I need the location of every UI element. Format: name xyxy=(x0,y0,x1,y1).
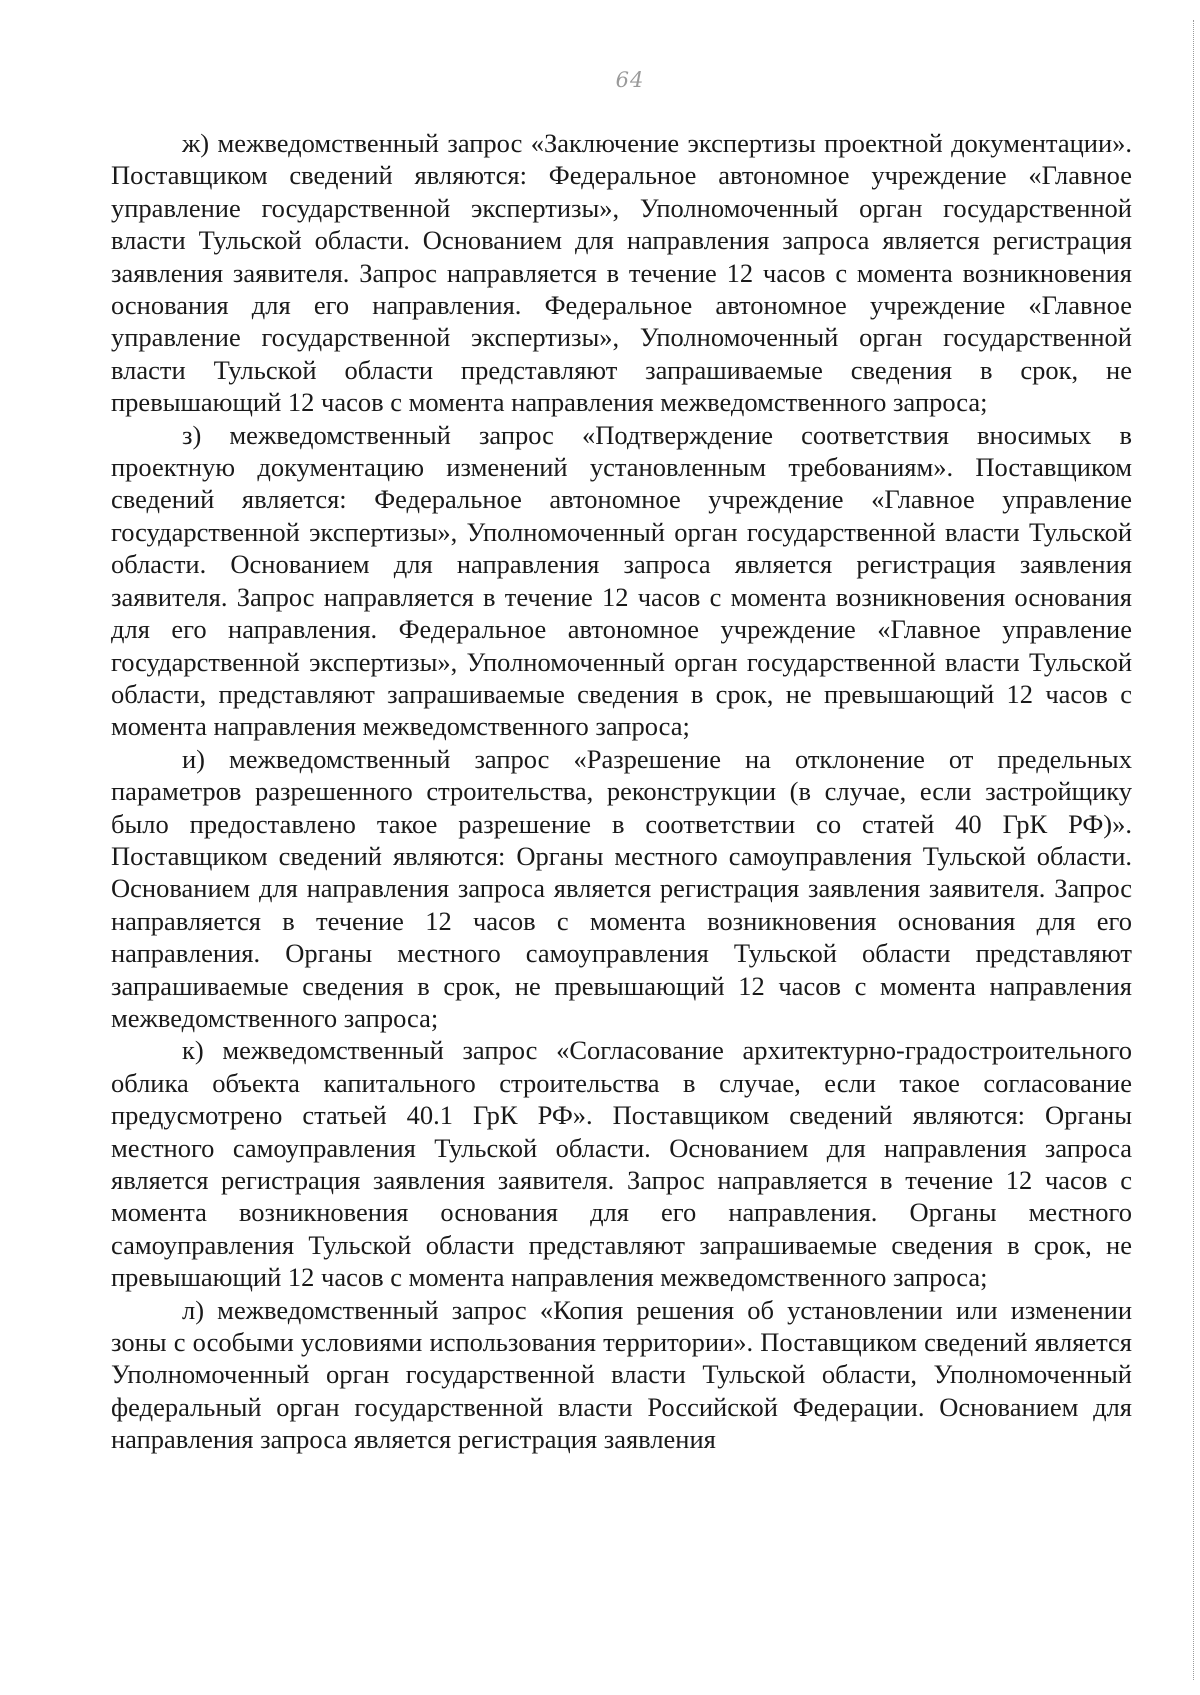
paragraph-zh: ж) межведомственный запрос «Заключение экспертизы проектной документации». Поставщиком сведений являются: Федеральное автономное учреждение «Главное управление государственной экспертизы», Уполномоченный орган государственной власти Тульской области. Основанием для направления запроса является регистрация заявления заявителя. Запрос направляется в течение 12 часов с момента возникновения основания для его направления. Федеральное автономное учреждение «Главное управление государственной экспертизы», Уполномоченный орган государственной власти Тульской области представляют запрашиваемые сведения в срок, не превышающий 12 часов с момента направления межведомственного запроса; xyxy=(111,128,1132,418)
scan-edge-line xyxy=(1193,20,1194,1680)
page-number: 64 xyxy=(615,68,645,92)
paragraph-l: л) межведомственный запрос «Копия решения об установлении или изменении зоны с особыми условиями использования территории». Поставщиком сведений является Уполномоченный орган государственной власти Тульской области, Уполномоченный федеральный орган государственной власти Российской Федерации. Основанием для направления запроса является регистрация заявления xyxy=(111,1294,1132,1455)
paragraph-i: и) межведомственный запрос «Разрешение на отклонение от предельных параметров разрешенного строительства, реконструкции (в случае, если застройщику было предоставлено такое разрешение в соответствии со статей 40 ГрК РФ)». Поставщиком сведений являются: Органы местного самоуправления Тульской области. Основанием для направления запроса является регистрация заявления заявителя. Запрос направляется в течение 12 часов с момента возникновения основания для его направления. Органы местного самоуправления Тульской области представляют запрашиваемые сведения в срок, не превышающий 12 часов с момента направления межведомственного запроса; xyxy=(111,743,1132,1033)
paragraph-k: к) межведомственный запрос «Согласование архитектурно-градостроительного облика объекта капитального строительства в случае, если такое согласование предусмотрено статьей 40.1 ГрК РФ». Поставщиком сведений являются: Органы местного самоуправления Тульской области. Основанием для направления запроса является регистрация заявления заявителя. Запрос направляется в течение 12 часов с момента возникновения основания для его направления. Органы местного самоуправления Тульской области представляют запрашиваемые сведения в срок, не превышающий 12 часов с момента направления межведомственного запроса; xyxy=(111,1035,1132,1293)
paragraph-z: з) межведомственный запрос «Подтверждение соответствия вносимых в проектную документацию изменений установленным требованиям». Поставщиком сведений является: Федеральное автономное учреждение «Главное управление государственной экспертизы», Уполномоченный орган государственной власти Тульской области. Основанием для направления запроса является регистрация заявления заявителя. Запрос направляется в течение 12 часов с момента возникновения основания для его направления. Федеральное автономное учреждение «Главное управление государственной экспертизы», Уполномоченный орган государственной власти Тульской области, представляют запрашиваемые сведения в срок, не превышающий 12 часов с момента направления межведомственного запроса; xyxy=(111,419,1132,742)
document-body xyxy=(111,127,1132,1456)
